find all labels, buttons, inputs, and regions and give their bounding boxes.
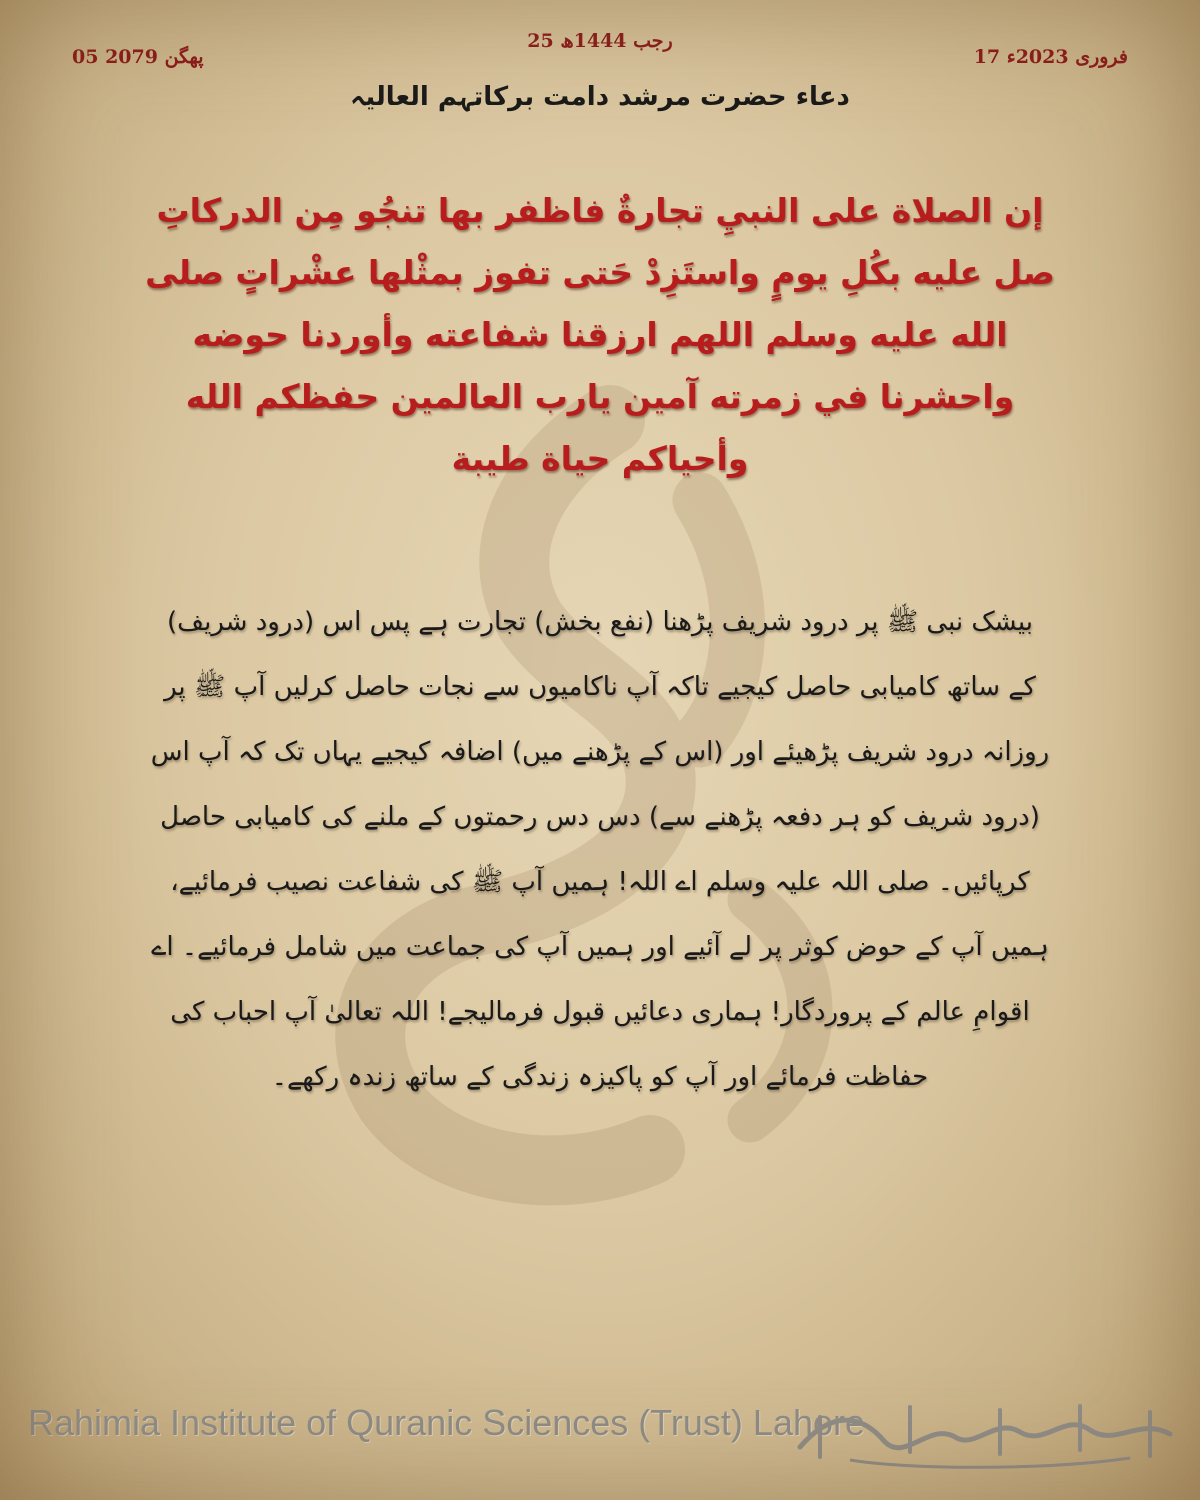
urdu-translation-text: بیشک نبی ﷺ پر درود شریف پڑھنا (نفع بخش) تجارت ہے پس اس (درود شریف) کے ساتھ کامیابی حاصل کیجیے تاکہ آپ ناکامیوں سے نجات حاصل کرلیں آپ ﷺ پر روزانہ درود شریف پڑھیئے اور (اس کے پڑھنے میں) اضافہ کیجیے یہاں تک کہ آپ اس (درود شریف کو ہر دفعہ پڑھنے سے) دس دس رحمتوں کے ملنے کی کامیابی حاصل کرپائیں۔ صلی اللہ علیہ وسلم اے اللہ! ہمیں آپ ﷺ کی شفاعت نصیب فرمائیے، ہمیں آپ کے حوض کوثر پر لے آئیے اور ہمیں آپ کی جماعت میں شامل فرمائیے۔ اے اقوامِ عالم کے پروردگار! ہماری دعائیں قبول فرمالیجے! اللہ تعالیٰ آپ احباب کی حفاظت فرمائے اور آپ کو پاکیزہ زندگی کے ساتھ زندہ رکھے۔: [150, 607, 1050, 1092]
arabic-dua-text: إن الصلاة على النبيِ تجارةٌ فاظفر بها تنجُو مِن الدركاتِ صل عليه بكُلِ يومٍ واستَزِدْ حَتى تفوز بمثْلها عشْراتٍ صلى الله عليه وسلم اللهم ارزقنا شفاعته وأوردنا حوضه واحشرنا في زمرته آمين يارب العالمين حفظكم الله وأحياكم حياة طيبة: [145, 191, 1055, 478]
bikrami-date: 05 پھگن 2079: [72, 46, 204, 68]
gregorian-date: 17 فروری 2023ء: [973, 46, 1128, 68]
institute-logo-calligraphy: [790, 1392, 1180, 1470]
institute-name-en: Rahimia Institute of Quranic Sciences (Trust) Lahore: [28, 1402, 866, 1443]
hijri-date: 25 رجب 1444ھ: [527, 30, 673, 52]
institute-calligraphy-logo-icon: [790, 1392, 1180, 1470]
page-title: دعاء حضرت مرشد دامت برکاتہم العالیہ: [350, 82, 850, 112]
